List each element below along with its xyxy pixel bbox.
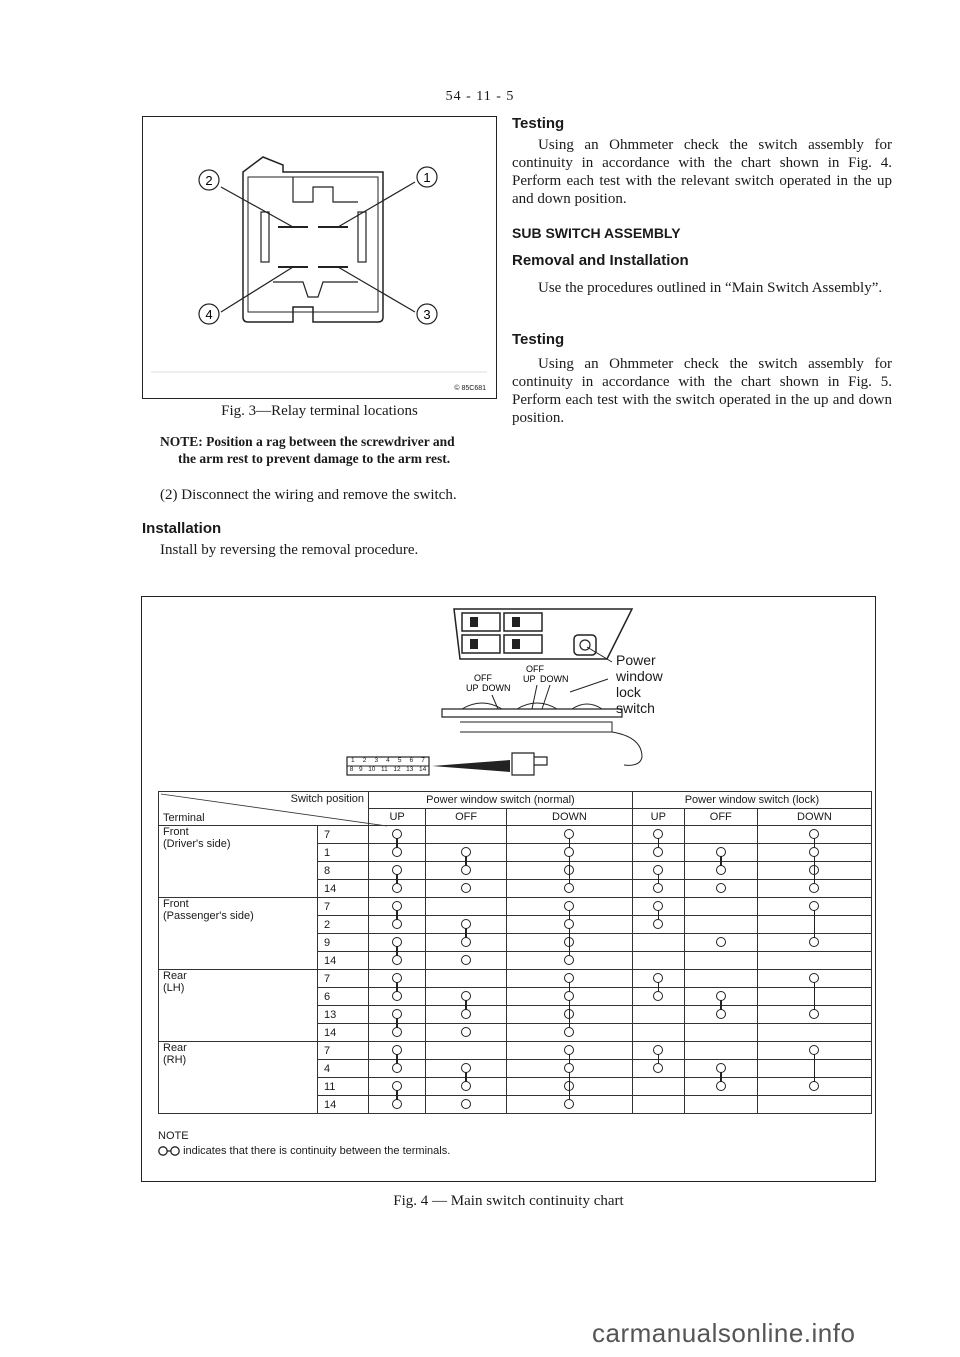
installation-heading: Installation [142, 520, 222, 537]
continuity-cell [426, 988, 507, 1006]
continuity-cell [684, 988, 757, 1006]
continuity-cell [632, 1078, 684, 1096]
col-off-normal: OFF [426, 809, 507, 826]
continuity-line [396, 1023, 398, 1028]
continuity-line [814, 933, 816, 938]
continuity-line [814, 879, 816, 884]
continuity-line [396, 879, 398, 884]
continuity-cell [684, 970, 757, 988]
pin: 2 [362, 757, 367, 764]
installation-text: Install by reversing the removal procedure. [160, 542, 419, 558]
table-row [159, 1042, 872, 1060]
note-line-2: the arm rest to prevent damage to the arm rest. [178, 451, 451, 466]
continuity-cell [506, 880, 632, 898]
testing-text-1 [512, 136, 892, 208]
pos-down-left: DOWN [482, 683, 511, 693]
continuity-cell [684, 1060, 757, 1078]
terminal-node-icon [461, 955, 471, 965]
continuity-line [569, 879, 571, 884]
continuity-cell [426, 898, 507, 916]
continuity-cell [426, 952, 507, 970]
terminal-number: 1 [318, 844, 369, 862]
terminal-4-label: 4 [205, 307, 213, 322]
fig4-continuity-chart [141, 596, 876, 1182]
terminal-node-icon [392, 991, 402, 1001]
terminal-node-icon [461, 1027, 471, 1037]
col-up-normal: UP [369, 809, 426, 826]
pin: 10 [368, 766, 376, 773]
terminal-node-icon [716, 937, 726, 947]
terminal-node-icon [653, 919, 663, 929]
continuity-cell [426, 880, 507, 898]
continuity-cell [757, 898, 871, 916]
continuity-cell [684, 934, 757, 952]
terminal-node-icon [809, 883, 819, 893]
continuity-line [396, 987, 398, 992]
testing-text-2 [512, 355, 892, 427]
continuity-line [465, 1077, 467, 1082]
continuity-cell [506, 862, 632, 880]
group-label [159, 970, 318, 1042]
continuity-cell [369, 826, 426, 844]
pin: 9 [358, 766, 363, 773]
continuity-cell [369, 988, 426, 1006]
terminal-node-icon [716, 883, 726, 893]
continuity-cell [632, 1024, 684, 1042]
continuity-cell [757, 916, 871, 934]
continuity-cell [369, 862, 426, 880]
continuity-cell [506, 1042, 632, 1060]
continuity-cell [506, 1096, 632, 1114]
continuity-line [465, 933, 467, 938]
continuity-cell [369, 916, 426, 934]
removal-heading: Removal and Installation [512, 252, 689, 269]
terminal-label: Terminal [163, 812, 205, 824]
continuity-cell [684, 1006, 757, 1024]
continuity-line [569, 1095, 571, 1100]
continuity-line [569, 1006, 571, 1023]
switch-position-label: Switch position [290, 793, 364, 805]
continuity-cell [369, 952, 426, 970]
continuity-cell [426, 862, 507, 880]
terminal-2-label: 2 [205, 173, 213, 188]
watermark: carmanualsonline.info [592, 1318, 856, 1348]
group-label-line: Rear [163, 1042, 187, 1054]
terminal-node-icon [653, 1063, 663, 1073]
step-2: (2) Disconnect the wiring and remove the switch. [160, 487, 457, 503]
continuity-cell [369, 934, 426, 952]
continuity-cell [757, 1024, 871, 1042]
connector-pins-top [347, 757, 429, 764]
continuity-cell [632, 1060, 684, 1078]
terminal-number: 14 [318, 1024, 369, 1042]
continuity-cell [684, 862, 757, 880]
pos-up-right: UP [523, 674, 536, 684]
continuity-cell [632, 1096, 684, 1114]
continuity-cell [506, 826, 632, 844]
continuity-cell [684, 880, 757, 898]
continuity-cell [506, 1024, 632, 1042]
continuity-cell [757, 1060, 871, 1078]
continuity-cell [684, 916, 757, 934]
continuity-line [720, 1077, 722, 1082]
continuity-cell [757, 1078, 871, 1096]
continuity-line [396, 915, 398, 920]
terminal-node-icon [461, 1081, 471, 1091]
terminal-node-icon [564, 883, 574, 893]
sub-switch-heading: SUB SWITCH ASSEMBLY [512, 225, 681, 241]
continuity-line [396, 1059, 398, 1064]
table-row [159, 826, 872, 844]
continuity-cell [632, 880, 684, 898]
terminal-node-icon [716, 1009, 726, 1019]
terminal-node-icon [653, 991, 663, 1001]
continuity-cell [369, 1078, 426, 1096]
continuity-line [465, 861, 467, 866]
terminal-node-icon [809, 1081, 819, 1091]
lock-label-line: lock [616, 684, 641, 700]
continuity-cell [506, 1006, 632, 1024]
continuity-cell [684, 826, 757, 844]
continuity-cell [506, 934, 632, 952]
continuity-cell [369, 970, 426, 988]
table-row [159, 970, 872, 988]
testing-paragraph-1: Using an Ohmmeter check the switch assembly for continuity in accordance with the chart shown in Fig. 4. Perform each test with the relevant switch operated in the up and down position. [512, 137, 892, 207]
continuity-cell [632, 970, 684, 988]
continuity-cell [506, 916, 632, 934]
terminal-node-icon [653, 847, 663, 857]
terminal-node-icon [392, 1063, 402, 1073]
terminal-1-label: 1 [423, 170, 431, 185]
continuity-cell [632, 826, 684, 844]
continuity-line [720, 861, 722, 866]
terminal-number: 14 [318, 1096, 369, 1114]
continuity-cell [426, 1060, 507, 1078]
continuity-line [569, 1078, 571, 1095]
continuity-cell [426, 844, 507, 862]
pin: 7 [421, 757, 425, 764]
continuity-table [158, 791, 872, 1114]
terminal-number: 8 [318, 862, 369, 880]
terminal-node-icon [564, 955, 574, 965]
continuity-line [465, 1005, 467, 1010]
continuity-line [658, 987, 660, 992]
fig4-note [158, 1129, 450, 1159]
continuity-cell [426, 1024, 507, 1042]
terminal-node-icon [809, 1009, 819, 1019]
relay-diagram [143, 117, 495, 397]
pin: 11 [381, 766, 388, 773]
terminal-number: 7 [318, 970, 369, 988]
terminal-number: 11 [318, 1078, 369, 1096]
note-line-1: NOTE: Position a rag between the screwdriver and [160, 434, 455, 449]
continuity-line [814, 916, 816, 933]
continuity-line [396, 1095, 398, 1100]
continuity-cell [757, 826, 871, 844]
continuity-cell [369, 1024, 426, 1042]
continuity-cell [684, 1042, 757, 1060]
figure-code: © 85C681 [454, 385, 486, 392]
terminal-number: 7 [318, 898, 369, 916]
continuity-cell [506, 1078, 632, 1096]
continuity-cell [506, 1060, 632, 1078]
group-label-line: Front [163, 898, 189, 910]
terminal-node-icon [564, 1099, 574, 1109]
continuity-cell [632, 916, 684, 934]
continuity-cell [369, 844, 426, 862]
continuity-cell [632, 1006, 684, 1024]
fig3-caption: Fig. 3—Relay terminal locations [221, 403, 418, 419]
group-label [159, 1042, 318, 1114]
continuity-cell [632, 1042, 684, 1060]
continuity-legend-icon [158, 1145, 180, 1157]
continuity-cell [757, 880, 871, 898]
note-text-line [158, 1144, 450, 1159]
continuity-line [814, 988, 816, 1005]
col-off-lock: OFF [684, 809, 757, 826]
continuity-cell [506, 952, 632, 970]
terminal-node-icon [809, 937, 819, 947]
pin: 5 [397, 757, 402, 764]
continuity-cell [426, 934, 507, 952]
continuity-cell [632, 862, 684, 880]
header-corner [159, 792, 369, 826]
removal-text [512, 279, 892, 297]
pos-down-right: DOWN [540, 674, 569, 684]
group-label [159, 826, 318, 898]
continuity-cell [632, 844, 684, 862]
continuity-line [396, 843, 398, 848]
page-number: 54 - 11 - 5 [445, 89, 515, 104]
continuity-cell [369, 1060, 426, 1078]
continuity-cell [757, 970, 871, 988]
lock-label-line: Power [616, 652, 656, 668]
continuity-cell [684, 844, 757, 862]
continuity-cell [369, 880, 426, 898]
continuity-cell [684, 1024, 757, 1042]
pin: 1 [351, 757, 355, 764]
fig4-caption: Fig. 4 — Main switch continuity chart [393, 1193, 624, 1209]
group-label-line: (RH) [163, 1054, 187, 1066]
terminal-number: 13 [318, 1006, 369, 1024]
continuity-cell [506, 844, 632, 862]
continuity-cell [369, 1096, 426, 1114]
continuity-line [569, 1023, 571, 1028]
terminal-node-icon [461, 1099, 471, 1109]
lock-switch-label [616, 652, 663, 716]
continuity-cell [426, 970, 507, 988]
continuity-line [396, 951, 398, 956]
terminal-node-icon [392, 1027, 402, 1037]
group-label-line: (Driver's side) [163, 838, 231, 850]
continuity-line [658, 915, 660, 920]
continuity-line [569, 862, 571, 879]
continuity-cell [426, 916, 507, 934]
continuity-cell [426, 826, 507, 844]
terminal-number: 9 [318, 934, 369, 952]
continuity-cell [684, 898, 757, 916]
lock-label-line: window [616, 668, 663, 684]
pos-off-top: OFF [526, 664, 544, 674]
pin: 13 [406, 766, 414, 773]
connector-pins-bottom [347, 766, 429, 773]
note-heading: NOTE [158, 1130, 189, 1142]
pin: 3 [374, 757, 379, 764]
continuity-cell [757, 862, 871, 880]
continuity-cell [684, 952, 757, 970]
terminal-node-icon [392, 847, 402, 857]
terminal-number: 7 [318, 1042, 369, 1060]
lock-label-line: switch [616, 700, 655, 716]
continuity-line [814, 1060, 816, 1077]
continuity-cell [426, 1006, 507, 1024]
col-up-lock: UP [632, 809, 684, 826]
terminal-node-icon [653, 883, 663, 893]
switch-illustration [142, 597, 877, 789]
terminal-node-icon [461, 1009, 471, 1019]
continuity-cell [632, 898, 684, 916]
note-block [160, 433, 510, 467]
group-label-line: Rear [163, 970, 187, 982]
note-text: indicates that there is continuity between the terminals. [183, 1145, 451, 1157]
continuity-line [658, 879, 660, 884]
continuity-cell [757, 1042, 871, 1060]
testing-heading-2: Testing [512, 331, 565, 348]
removal-paragraph: Use the procedures outlined in “Main Switch Assembly”. [538, 280, 883, 296]
continuity-cell [757, 1096, 871, 1114]
terminal-node-icon [392, 955, 402, 965]
pin: 14 [418, 766, 427, 773]
continuity-cell [369, 1006, 426, 1024]
continuity-cell [632, 952, 684, 970]
terminal-node-icon [392, 1099, 402, 1109]
continuity-line [658, 843, 660, 848]
table-body [159, 826, 872, 1114]
continuity-cell [426, 1078, 507, 1096]
pos-off-left: OFF [474, 673, 492, 683]
pos-up-left: UP [466, 683, 479, 693]
continuity-cell [684, 1078, 757, 1096]
continuity-cell [426, 1042, 507, 1060]
continuity-cell [369, 1042, 426, 1060]
pin: 12 [393, 766, 401, 773]
terminal-node-icon [461, 883, 471, 893]
terminal-number: 2 [318, 916, 369, 934]
continuity-cell [757, 952, 871, 970]
fig3-relay-figure [142, 116, 497, 399]
terminal-number: 7 [318, 826, 369, 844]
terminal-number: 14 [318, 952, 369, 970]
terminal-node-icon [461, 865, 471, 875]
pin: 6 [409, 757, 414, 764]
terminal-3-label: 3 [423, 307, 431, 322]
continuity-line [814, 1077, 816, 1082]
continuity-cell [426, 1096, 507, 1114]
terminal-number: 4 [318, 1060, 369, 1078]
continuity-line [720, 1005, 722, 1010]
continuity-line [814, 862, 816, 879]
continuity-line [569, 951, 571, 956]
continuity-cell [369, 898, 426, 916]
continuity-cell [757, 844, 871, 862]
col-down-lock: DOWN [757, 809, 871, 826]
terminal-node-icon [392, 919, 402, 929]
pin: 4 [386, 757, 390, 764]
testing-heading-1: Testing [512, 115, 565, 132]
lock-header: Power window switch (lock) [632, 792, 871, 809]
terminal-node-icon [392, 883, 402, 893]
continuity-line [814, 1005, 816, 1010]
continuity-cell [757, 934, 871, 952]
terminal-number: 14 [318, 880, 369, 898]
pin: 8 [349, 766, 354, 773]
group-label-line: Front [163, 826, 189, 838]
group-label [159, 898, 318, 970]
continuity-cell [757, 988, 871, 1006]
terminal-node-icon [716, 865, 726, 875]
col-down-normal: DOWN [506, 809, 632, 826]
continuity-line [658, 1059, 660, 1064]
continuity-cell [632, 934, 684, 952]
group-label-line: (Passenger's side) [163, 910, 254, 922]
terminal-node-icon [564, 1027, 574, 1037]
continuity-cell [506, 898, 632, 916]
normal-header: Power window switch (normal) [369, 792, 633, 809]
terminal-number: 6 [318, 988, 369, 1006]
terminal-node-icon [716, 1081, 726, 1091]
continuity-cell [684, 1096, 757, 1114]
group-label-line: (LH) [163, 982, 185, 994]
terminal-node-icon [461, 937, 471, 947]
continuity-cell [506, 970, 632, 988]
continuity-line [569, 934, 571, 951]
table-row [159, 898, 872, 916]
continuity-cell [632, 988, 684, 1006]
testing-paragraph-2: Using an Ohmmeter check the switch assembly for continuity in accordance with the chart shown in Fig. 5. Perform each test with the switch operated in the up and down position. [512, 356, 892, 426]
continuity-cell [506, 988, 632, 1006]
continuity-cell [757, 1006, 871, 1024]
